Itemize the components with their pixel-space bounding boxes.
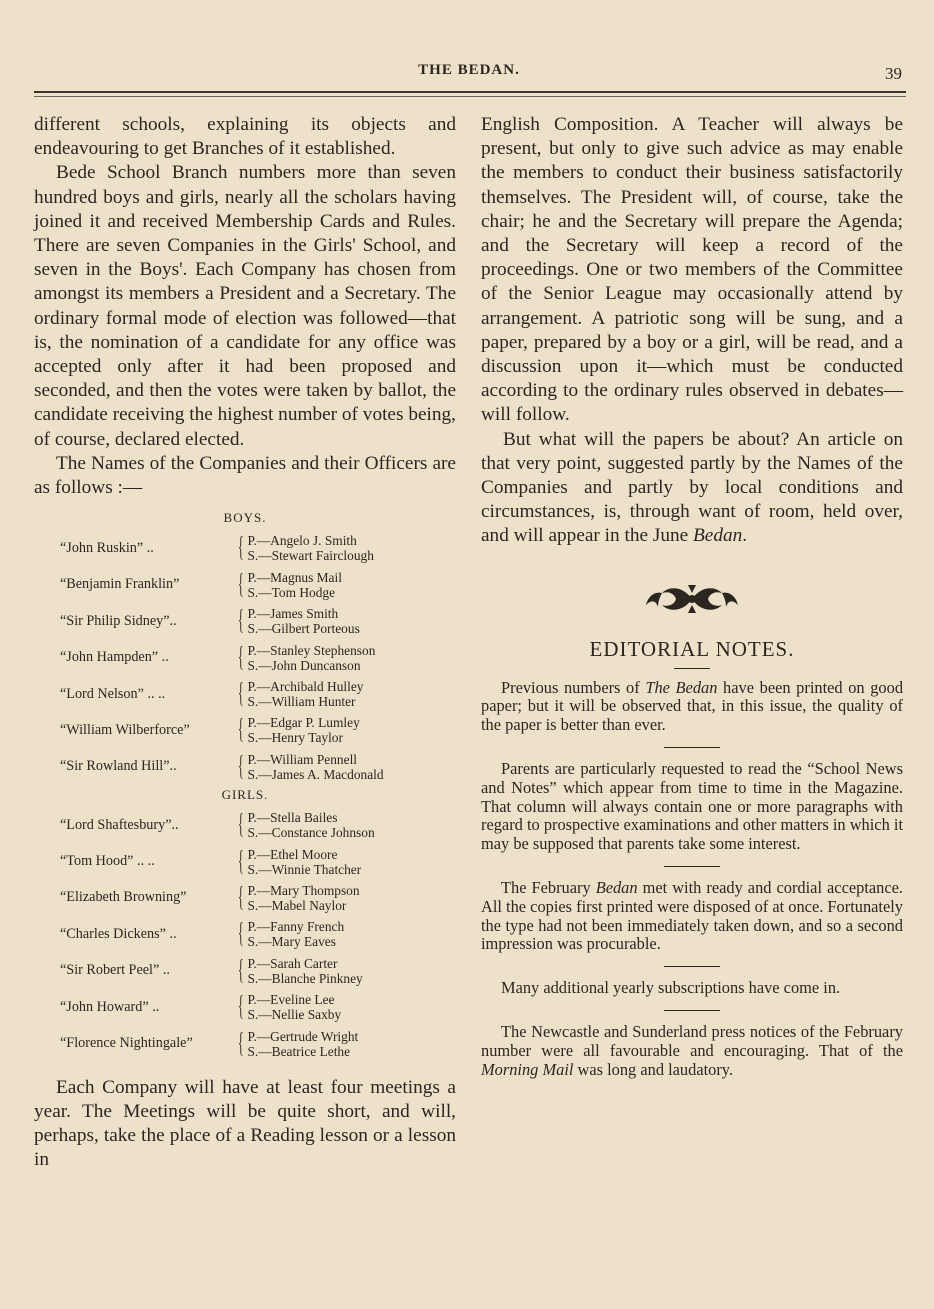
company-officers — [234, 992, 341, 1022]
secretary-name: S.—Constance Johnson — [247, 825, 375, 841]
brace-icon: { — [237, 809, 244, 841]
secretary-name: S.—Winnie Thatcher — [247, 861, 362, 877]
company-officers — [234, 606, 360, 636]
company-officers — [234, 1029, 358, 1059]
secretary-name: S.—Blanche Pinkney — [247, 970, 363, 986]
page-number: 39 — [885, 64, 902, 83]
running-header — [34, 62, 904, 86]
officers-stack — [247, 570, 342, 600]
italic-title: The Bedan — [645, 677, 718, 697]
president-name: P.—Stanley Stephenson — [247, 642, 376, 658]
brace-icon: { — [237, 845, 244, 877]
editorial-note: Many additional yearly subscriptions have come in. — [501, 978, 841, 998]
italic-title: Bedan — [693, 525, 743, 547]
president-name: P.—Sarah Carter — [247, 955, 338, 971]
secretary-name: S.—Beatrice Lethe — [247, 1043, 351, 1059]
company-officers — [234, 847, 361, 877]
editorial-note: Parents are particularly requested to read the “School News and Notes” which appear from time to time in the Magazine. That column will always contain one or more paragraphs with regard to prospective examinations and other matters in which it may be supposed that parents take some interest. — [481, 759, 903, 854]
secretary-name: S.—William Hunter — [247, 694, 356, 709]
company-officers — [234, 883, 360, 913]
secretary-name: S.—Nellie Saxby — [247, 1007, 342, 1023]
president-name: P.—Mary Thompson — [247, 882, 360, 898]
secretary-name: S.—Tom Hodge — [247, 584, 336, 600]
brace-icon: { — [237, 568, 244, 600]
brace-icon: { — [237, 605, 244, 637]
president-name: P.—Eveline Lee — [247, 992, 335, 1008]
company-name: “Tom Hood” .. .. — [60, 853, 155, 870]
brace-icon: { — [237, 678, 244, 709]
note-text: The Newcastle and Sunderland press notices of the February number were all favourable and encouraging. That of the — [481, 1022, 903, 1060]
company-officers — [234, 643, 375, 673]
right-column — [481, 113, 903, 1079]
officers-stack — [247, 606, 359, 636]
company-officers — [234, 956, 363, 986]
paragraph-text: . — [742, 525, 748, 547]
note-text: Previous numbers of — [501, 677, 646, 697]
company-row — [34, 1025, 456, 1061]
italic-title: Bedan — [595, 878, 638, 898]
company-row — [34, 807, 456, 843]
paragraph: different schools, explaining its objects and endeavouring to get Branches of it established. — [34, 114, 456, 160]
editorial-note — [481, 879, 903, 954]
company-officers — [234, 570, 342, 600]
secretary-name: S.—Henry Taylor — [247, 730, 343, 746]
company-row — [34, 880, 456, 916]
italic-title: Morning Mail — [481, 1059, 574, 1079]
secretary-name: S.—Gilbert Porteous — [247, 621, 360, 637]
company-officers — [234, 715, 360, 745]
company-name: “Elizabeth Browning” — [60, 889, 187, 906]
brace-icon: { — [237, 918, 244, 950]
officers-stack — [247, 643, 375, 673]
paragraph — [481, 428, 903, 549]
company-row — [34, 676, 456, 712]
magazine-title: THE BEDAN. — [418, 62, 520, 78]
company-name: “Charles Dickens” .. — [60, 925, 177, 942]
president-name: P.—Edgar P. Lumley — [247, 715, 360, 731]
president-name: P.—Stella Bailes — [247, 810, 338, 826]
note-text: The February — [501, 878, 596, 898]
paragraph: Bede School Branch numbers more than seven hundred boys and girls, nearly all the scholars having joined it and received Membership Cards and Rules. There are seven Companies in the Girls' School, and seven in the Boys'. Each Company has chosen from amongst its members a President and a Secretary. The ordinary formal mode of election was followed—that is, the nomination of a candidate for any office was accepted only after it had been proposed and seconded, and then the votes were taken by ballot, the candidate receiving the highest number of votes being, of course, declared elected. — [34, 162, 456, 450]
title-rule — [674, 668, 710, 669]
company-row — [34, 712, 456, 748]
left-column — [34, 113, 456, 1173]
secretary-name: S.—Stewart Fairclough — [247, 548, 374, 564]
officers-stack — [247, 1029, 358, 1059]
note-separator — [664, 866, 720, 867]
note-separator — [664, 966, 720, 967]
president-name: P.—Magnus Mail — [247, 569, 342, 585]
secretary-name: S.—Mabel Naylor — [247, 897, 347, 913]
president-name: P.—Fanny French — [247, 919, 345, 935]
company-name: “John Howard” .. — [60, 998, 160, 1015]
company-name: “Benjamin Franklin” — [60, 576, 180, 593]
brace-icon: { — [237, 641, 244, 673]
president-name: P.—Gertrude Wright — [247, 1028, 359, 1044]
paragraph: English Composition. A Teacher will always be present, but only to give such advice as may enable the members to conduct their business satisfactorily themselves. The President will, of course, take the chair; he and the Secretary will prepare the Agenda; and the Secretary will keep a record of the proceedings. One or two members of the Committee of the Senior League may occasionally attend by arrangement. A patriotic song will be sung, and a paper, prepared by a boy or a girl, will be read, and a discussion upon it—which must be conducted according to the ordinary rules observed in debates—will follow. — [481, 114, 903, 426]
secretary-name: S.—Mary Eaves — [247, 934, 336, 950]
fleuron-ornament-icon — [644, 579, 740, 619]
company-row — [34, 916, 456, 952]
company-row — [34, 530, 456, 566]
paragraph: Each Company will have at least four meetings a year. The Meetings will be quite short, and will, perhaps, take the place of a Reading lesson or a lesson in — [34, 1076, 456, 1171]
officers-stack — [247, 883, 359, 913]
president-name: P.—Archibald Hulley — [247, 679, 364, 694]
officers-stack — [247, 810, 374, 840]
secretary-name: S.—John Duncanson — [247, 657, 361, 673]
header-rule-thin — [34, 96, 906, 97]
note-separator — [664, 1010, 720, 1011]
company-name: “John Ruskin” .. — [60, 539, 154, 556]
officers-stack — [247, 533, 373, 563]
boys-heading: BOYS. — [223, 510, 267, 526]
note-separator — [664, 747, 720, 748]
brace-icon: { — [237, 1027, 244, 1059]
note-text: was long and laudatory. — [573, 1059, 734, 1079]
header-rule-thick — [34, 91, 906, 93]
company-officers — [234, 810, 375, 840]
brace-icon: { — [237, 714, 244, 746]
company-name: “John Hampden” .. — [60, 649, 169, 666]
editorial-note — [481, 1023, 903, 1079]
company-officers — [234, 752, 384, 782]
girls-companies-list — [34, 807, 456, 1062]
officers-stack — [247, 992, 341, 1022]
brace-icon: { — [237, 750, 244, 782]
president-name: P.—Ethel Moore — [247, 846, 338, 862]
officers-stack — [247, 919, 344, 949]
company-name: “Sir Philip Sidney”.. — [60, 612, 177, 629]
company-row — [34, 989, 456, 1025]
company-officers — [234, 679, 364, 709]
company-name: “Florence Nightingale” — [60, 1035, 193, 1052]
girls-heading: GIRLS. — [221, 786, 269, 802]
note-text: have been printed on good paper; but it will be observed that, in this issue, the quality of the paper is better than ever. — [481, 677, 904, 735]
company-row — [34, 603, 456, 639]
company-name: “William Wilberforce” — [60, 721, 190, 738]
officers-stack — [247, 956, 362, 986]
company-name: “Lord Shaftesbury”.. — [60, 816, 179, 833]
company-row — [34, 953, 456, 989]
paragraph-text: But what will the papers be about? An article on that very point, suggested partly by the Names of the Companies and partly by local conditions and circumstances, is, through want of room, held over, and will appear in the June — [481, 428, 903, 547]
company-row — [34, 639, 456, 675]
secretary-name: S.—James A. Macdonald — [247, 766, 384, 782]
company-row — [34, 567, 456, 603]
company-officers — [234, 533, 374, 563]
officers-stack — [247, 679, 363, 709]
editorial-notes-title: EDITORIAL NOTES. — [589, 636, 795, 661]
brace-icon: { — [237, 991, 244, 1023]
boys-companies-list — [34, 530, 456, 785]
officers-stack — [247, 847, 361, 877]
paragraph: The Names of the Companies and their Officers are as follows :— — [34, 452, 456, 499]
president-name: P.—James Smith — [247, 606, 339, 622]
company-row — [34, 843, 456, 879]
president-name: P.—William Pennell — [247, 751, 358, 767]
company-name: “Lord Nelson” .. .. — [60, 685, 166, 702]
brace-icon: { — [237, 881, 244, 913]
officers-stack — [247, 715, 359, 745]
president-name: P.—Angelo J. Smith — [247, 533, 357, 549]
company-name: “Sir Rowland Hill”.. — [60, 758, 177, 775]
editorial-note — [481, 679, 903, 735]
brace-icon: { — [237, 532, 244, 564]
brace-icon: { — [237, 954, 244, 986]
officers-stack — [247, 752, 383, 782]
note-text: met with ready and cordial acceptance. All the copies first printed were disposed of at once. Fortunately the type had not been immediately taken down, and so a second impression was procurable. — [481, 878, 903, 954]
company-name: “Sir Robert Peel” .. — [60, 962, 170, 979]
company-officers — [234, 919, 344, 949]
company-row — [34, 749, 456, 785]
